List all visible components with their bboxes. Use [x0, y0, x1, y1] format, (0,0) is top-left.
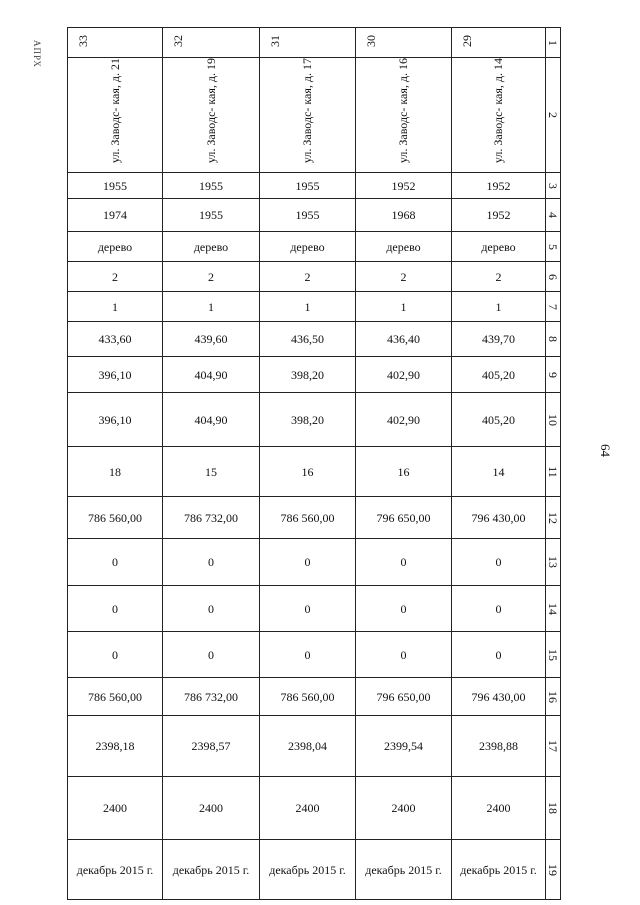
table-cell: 1	[260, 292, 356, 322]
table-cell: 396,10	[68, 357, 163, 393]
column-index: 29	[452, 28, 546, 58]
table-cell: 404,90	[163, 393, 260, 447]
table-cell: 0	[68, 586, 163, 632]
table-cell: дерево	[68, 232, 163, 262]
address-cell: ул. Заводс- кая, д. 16	[356, 58, 452, 173]
table-cell: 436,50	[260, 322, 356, 357]
table-row	[68, 539, 561, 586]
table-cell: 0	[260, 586, 356, 632]
table-cell: 433,60	[68, 322, 163, 357]
table-row	[68, 586, 561, 632]
table-cell: 15	[163, 447, 260, 497]
row-number: 5	[546, 232, 561, 262]
table-cell: 2	[356, 262, 452, 292]
table-cell: декабрь 2015 г.	[163, 840, 260, 900]
table-row	[68, 497, 561, 539]
address-cell: ул. Заводс- кая, д. 19	[163, 58, 260, 173]
table-cell: 796 430,00	[452, 497, 546, 539]
table-cell: 2400	[260, 777, 356, 840]
table-cell: 1955	[260, 199, 356, 232]
table-cell: 16	[356, 447, 452, 497]
table-cell: 0	[260, 539, 356, 586]
table-cell: 16	[260, 447, 356, 497]
table-cell: 436,40	[356, 322, 452, 357]
table-row	[68, 678, 561, 716]
table-cell: 1952	[452, 173, 546, 199]
table-cell: 786 732,00	[163, 497, 260, 539]
table-cell: 1955	[260, 173, 356, 199]
table-cell: 405,20	[452, 357, 546, 393]
table-cell: 1952	[356, 173, 452, 199]
table-cell: 2399,54	[356, 716, 452, 777]
table-cell: 796 650,00	[356, 497, 452, 539]
table-cell: 1	[452, 292, 546, 322]
row-number: 3	[546, 173, 561, 199]
table-row	[68, 199, 561, 232]
table-cell: 1955	[163, 199, 260, 232]
column-index: 32	[163, 28, 260, 58]
column-index: 30	[356, 28, 452, 58]
table-cell: 786 560,00	[260, 678, 356, 716]
table-cell: 2398,57	[163, 716, 260, 777]
table-cell: 0	[163, 632, 260, 678]
table-row	[68, 173, 561, 199]
row-number: 17	[546, 716, 561, 777]
table-cell: 796 430,00	[452, 678, 546, 716]
row-number: 8	[546, 322, 561, 357]
table-cell: 0	[68, 539, 163, 586]
address-cell: ул. Заводс- кая, д. 21	[68, 58, 163, 173]
row-number: 9	[546, 357, 561, 393]
table-cell: 1968	[356, 199, 452, 232]
housing-table	[67, 27, 561, 900]
row-number: 14	[546, 586, 561, 632]
row-number: 18	[546, 777, 561, 840]
column-index: 33	[68, 28, 163, 58]
table-cell: 396,10	[68, 393, 163, 447]
table-cell: 0	[452, 539, 546, 586]
table-cell: 2398,88	[452, 716, 546, 777]
table-cell: 0	[452, 632, 546, 678]
row-number: 13	[546, 539, 561, 586]
table-cell: 2400	[163, 777, 260, 840]
table-cell: 1	[163, 292, 260, 322]
table-cell: 18	[68, 447, 163, 497]
table-cell: 2400	[356, 777, 452, 840]
table-cell: декабрь 2015 г.	[356, 840, 452, 900]
table-cell: 1955	[163, 173, 260, 199]
table-cell: 1952	[452, 199, 546, 232]
table-cell: 2398,18	[68, 716, 163, 777]
table-row	[68, 292, 561, 322]
table-cell: дерево	[260, 232, 356, 262]
table-cell: 0	[356, 539, 452, 586]
table-cell: 2400	[452, 777, 546, 840]
table-cell: 0	[163, 586, 260, 632]
table-cell: декабрь 2015 г.	[260, 840, 356, 900]
table-row	[68, 357, 561, 393]
table-cell: дерево	[163, 232, 260, 262]
table-cell: 0	[260, 632, 356, 678]
table-cell: 0	[452, 586, 546, 632]
table-cell: 439,60	[163, 322, 260, 357]
row-number: 10	[546, 393, 561, 447]
table-row	[68, 716, 561, 777]
table-cell: дерево	[356, 232, 452, 262]
table-cell: 786 560,00	[260, 497, 356, 539]
table-cell: 2	[260, 262, 356, 292]
table-cell: 786 560,00	[68, 678, 163, 716]
table-cell: 2400	[68, 777, 163, 840]
table-cell: декабрь 2015 г.	[68, 840, 163, 900]
table-cell: декабрь 2015 г.	[452, 840, 546, 900]
table-cell: 0	[163, 539, 260, 586]
row-number: 12	[546, 497, 561, 539]
page-number: 64	[598, 444, 613, 457]
table-row	[68, 262, 561, 292]
table-cell: 1	[356, 292, 452, 322]
table-cell: 404,90	[163, 357, 260, 393]
table-cell: 402,90	[356, 357, 452, 393]
table-cell: 786 732,00	[163, 678, 260, 716]
table-row	[68, 632, 561, 678]
table-cell: 402,90	[356, 393, 452, 447]
address-cell: ул. Заводс- кая, д. 17	[260, 58, 356, 173]
table-cell: 398,20	[260, 393, 356, 447]
table-row	[68, 447, 561, 497]
table-row-address	[68, 58, 561, 173]
table-row	[68, 777, 561, 840]
table-row-index	[68, 28, 561, 58]
table-cell: 1974	[68, 199, 163, 232]
table-row	[68, 322, 561, 357]
table-cell: 1955	[68, 173, 163, 199]
table-cell: 14	[452, 447, 546, 497]
address-cell: ул. Заводс- кая, д. 14	[452, 58, 546, 173]
table-cell: 439,70	[452, 322, 546, 357]
table-cell: 0	[356, 586, 452, 632]
table-cell: 0	[356, 632, 452, 678]
row-number: 16	[546, 678, 561, 716]
row-number: 2	[546, 58, 561, 173]
table-row	[68, 840, 561, 900]
table-cell: 405,20	[452, 393, 546, 447]
row-number: 19	[546, 840, 561, 900]
table-cell: дерево	[452, 232, 546, 262]
row-number: 11	[546, 447, 561, 497]
archive-stamp: АПРХ	[32, 40, 42, 68]
column-index: 31	[260, 28, 356, 58]
row-number: 6	[546, 262, 561, 292]
table-cell: 2	[163, 262, 260, 292]
table-cell: 398,20	[260, 357, 356, 393]
table-row	[68, 393, 561, 447]
row-number: 15	[546, 632, 561, 678]
table-row	[68, 232, 561, 262]
row-number: 1	[546, 28, 561, 58]
table-cell: 2	[452, 262, 546, 292]
row-number: 7	[546, 292, 561, 322]
table-cell: 2398,04	[260, 716, 356, 777]
row-number: 4	[546, 199, 561, 232]
table-cell: 2	[68, 262, 163, 292]
table-cell: 0	[68, 632, 163, 678]
table-cell: 796 650,00	[356, 678, 452, 716]
table-cell: 1	[68, 292, 163, 322]
table-cell: 786 560,00	[68, 497, 163, 539]
